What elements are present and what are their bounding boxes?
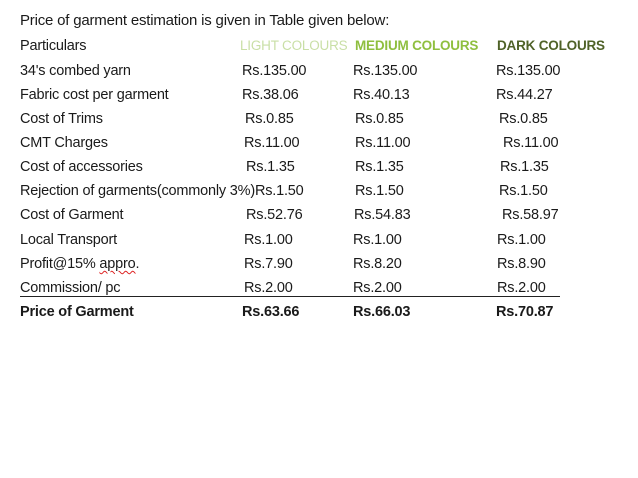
row-medium-value: Rs.11.00	[355, 135, 411, 151]
row-light-value: Rs.52.76	[246, 207, 303, 223]
table-row	[0, 84, 638, 106]
table-row	[0, 253, 638, 275]
row-dark-value: Rs.58.97	[502, 207, 559, 223]
row-light-value: Rs.38.06	[242, 87, 299, 103]
row-label: 34's combed yarn	[20, 63, 131, 79]
row-light-value: Rs.11.00	[244, 135, 300, 151]
table-row	[0, 60, 638, 82]
row-light-value: Rs.135.00	[242, 63, 307, 79]
row-dark-value: Rs.1.00	[497, 232, 546, 248]
header-particulars: Particulars	[20, 38, 87, 54]
row-dark-value: Rs.11.00	[503, 135, 559, 151]
table-row	[0, 132, 638, 154]
header-light-colours: LIGHT COLOURS	[240, 38, 348, 53]
row-label-text: Profit@15%	[20, 256, 100, 272]
table-row	[0, 229, 638, 251]
row-label-text-end: .	[135, 256, 140, 272]
row-label: Fabric cost per garment	[20, 87, 169, 103]
row-dark-value: Rs.1.35	[500, 159, 549, 175]
header-medium-colours: MEDIUM COLOURS	[355, 38, 479, 53]
row-dark-value: Rs.1.50	[499, 183, 548, 199]
total-divider-line	[20, 296, 560, 297]
table-row	[0, 108, 638, 130]
spellcheck-word: appro	[99, 256, 136, 272]
row-label: Rejection of garments(commonly 3%)Rs.1.50	[20, 183, 304, 199]
row-label	[20, 253, 139, 275]
row-dark-value: Rs.135.00	[496, 63, 561, 79]
row-medium-value: Rs.54.83	[354, 207, 411, 223]
total-row	[0, 301, 638, 323]
row-light-value: Rs.1.00	[244, 232, 293, 248]
row-light-value: Rs.7.90	[244, 256, 293, 272]
row-label: Local Transport	[20, 232, 117, 248]
total-light-value: Rs.63.66	[242, 304, 300, 320]
row-medium-value: Rs.1.00	[353, 232, 402, 248]
total-medium-value: Rs.66.03	[353, 304, 411, 320]
row-label: Cost of Garment	[20, 207, 124, 223]
row-light-value: Rs.0.85	[245, 111, 294, 127]
row-label: Commission/ pc	[20, 280, 121, 296]
row-medium-value: Rs.0.85	[355, 111, 404, 127]
table-row	[0, 156, 638, 178]
row-medium-value: Rs.2.00	[353, 280, 402, 296]
row-medium-value: Rs.1.35	[355, 159, 404, 175]
table-row	[0, 204, 638, 226]
row-label: CMT Charges	[20, 135, 108, 151]
row-dark-value: Rs.8.90	[497, 256, 546, 272]
header-dark-colours: DARK COLOURS	[497, 38, 605, 53]
row-light-value: Rs.2.00	[244, 280, 293, 296]
intro-text: Price of garment estimation is given in Table given below:	[20, 12, 390, 29]
total-dark-value: Rs.70.87	[496, 304, 554, 320]
row-medium-value: Rs.40.13	[353, 87, 410, 103]
row-medium-value: Rs.135.00	[353, 63, 418, 79]
row-medium-value: Rs.1.50	[355, 183, 404, 199]
total-label: Price of Garment	[20, 304, 134, 320]
row-medium-value: Rs.8.20	[353, 256, 402, 272]
row-light-value: Rs.1.35	[246, 159, 295, 175]
row-dark-value: Rs.2.00	[497, 280, 546, 296]
row-label: Cost of Trims	[20, 111, 103, 127]
row-label: Cost of accessories	[20, 159, 143, 175]
table-header-row	[0, 35, 638, 57]
table-row	[0, 180, 638, 202]
row-dark-value: Rs.0.85	[499, 111, 548, 127]
row-dark-value: Rs.44.27	[496, 87, 553, 103]
